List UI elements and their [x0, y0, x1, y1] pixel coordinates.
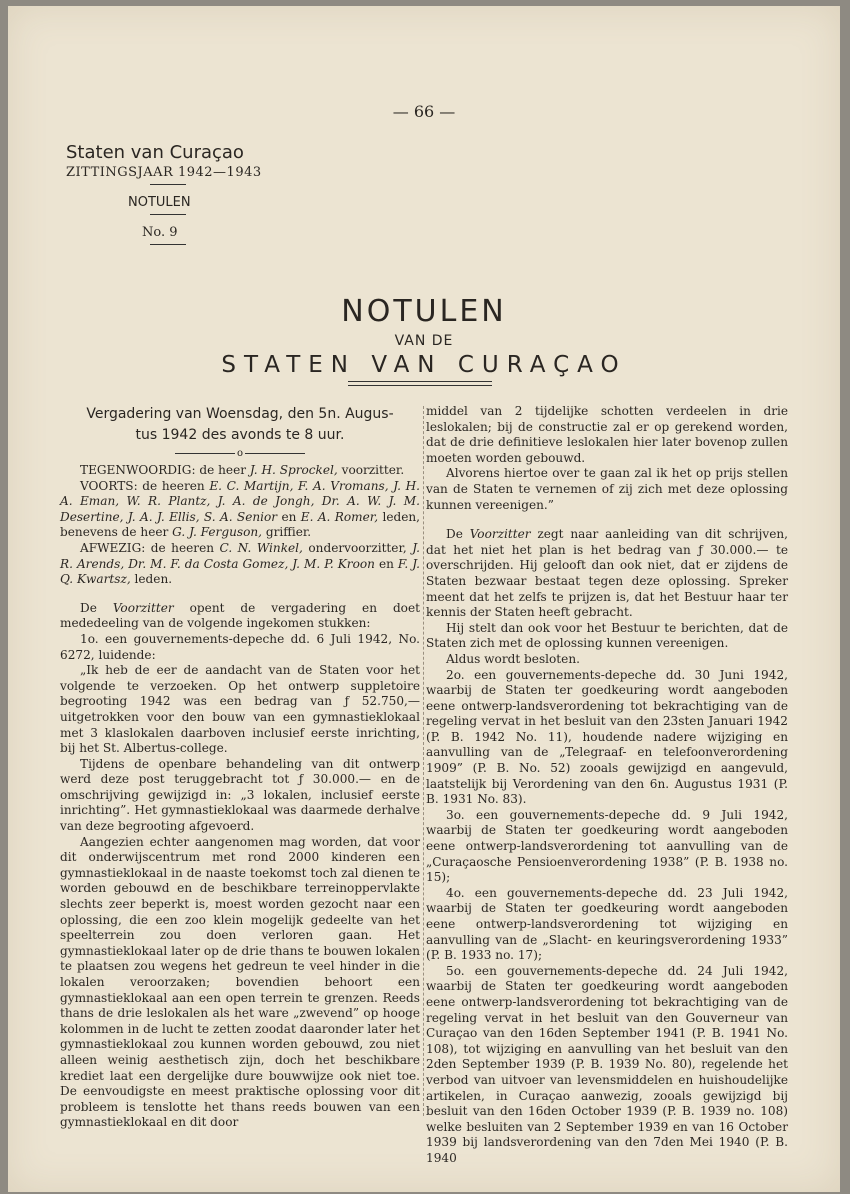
paragraph: Aldus wordt besloten. — [446, 651, 580, 666]
header-number: No. 9 — [142, 225, 178, 240]
meeting-heading — [60, 404, 420, 446]
document-page — [8, 6, 840, 1192]
paragraph: Alvorens hiertoe over te gaan zal ik het op prijs stellen van de Staten te vernemen of zij zich met deze oplossing kunnen vereenigen.” — [426, 466, 788, 512]
paragraph: Aangezien echter aangenomen mag worden, dat voor dit onderwijscentrum met rond 2000 kinderen een gymnastieklokaal in de naaste toekomst toch zal dienen te worden gebouwd en de beschikbare terreinoppervlakte slechts zeer beperkt is, moest worden gezocht naar een oplossing, die een zoo klein mogelijk gedeelte van het speelterrein zou doen verloren gaan. Het gymnastieklokaal later op de drie thans te bouwen lokalen te plaatsen zou wegens het gedreun te veel hinder in die lokalen veroorzaken; bovendien behoort een gymnastieklokaal aan een open terrein te grenzen. Reeds thans de drie leslokalen als het ware „zwevend” op hooge kolommen in de lucht te zetten zoodat daaronder later het gymnastieklokaal zou kunnen worden gebouwd, zou niet alleen weinig aesthetisch zijn, doch het beschikbare krediet laat een dergelijke dure bouwwijze ook niet toe. De eenvoudigste en meest praktische oplossing voor dit probleem is tenslotte het thans reeds bouwen van een gymnastieklokaal en dit door — [60, 834, 420, 1130]
column-divider — [423, 406, 424, 1116]
title-rule — [348, 381, 492, 382]
title-rule — [348, 385, 492, 386]
paragraph: Hij stelt dan ook voor het Bestuur te berichten, dat de Staten zich met de oplossing kunnen vereenigen. — [426, 620, 788, 651]
page-number: — 66 — — [392, 102, 456, 121]
attendance-others: VOORTS: de heeren E. C. Martijn, F. A. Vromans, J. H. A. Eman, W. R. Plantz, J. A. de Jongh, Dr. A. W. J. M. Desertine, J. A. J. Ellis, S. A. Senior en E. A. Romer, leden, benevens de heer G. J. Ferguson, griffier. — [60, 478, 421, 540]
header-rule — [150, 214, 186, 215]
paragraph: 3o. een gouvernements-depeche dd. 9 Juli 1942, waarbij de Staten ter goedkeuring wordt aangeboden eene ontwerp-landsverordening tot aanvulling van de „Curaçaosche Pensioenverordening 1938” (P. B. 1938 no. 15); — [426, 807, 788, 885]
main-title: NOTULEN — [341, 294, 507, 329]
main-staten-title: STATEN VAN CURAÇAO — [221, 352, 627, 378]
attendance-absent: AFWEZIG: de heeren C. N. Winkel, ondervoorzitter, J. R. Arends, Dr. M. F. da Costa Gomez, J. M. P. Kroon en F. J. Q. Kwartsz, leden. — [60, 540, 420, 587]
header-notulen: NOTULEN — [128, 195, 191, 210]
paragraph: „Ik heb de eer de aandacht van de Staten voor het volgende te verzoeken. Op het ontwerp suppletoire begrooting 1942 was een bedrag van ƒ 52.750,— uitgetrokken voor den bouw van een gymnastieklokaal met 3 klaslokalen daarboven inclusief eerste inrichting, bij het St. Albertus-college. — [60, 663, 420, 756]
main-subtitle: VAN DE — [394, 333, 454, 349]
separator: o — [60, 448, 420, 460]
meeting-line-2: tus 1942 des avonds te 8 uur. — [135, 427, 345, 443]
paragraph: 1o. een gouvernements-depeche dd. 6 Juli 1942, No. 6272, luidende: — [60, 631, 420, 662]
header-rule — [150, 184, 186, 185]
document-header — [66, 142, 262, 245]
paragraph: 4o. een gouvernements-depeche dd. 23 Juli 1942, waarbij de Staten ter goedkeuring wordt aangeboden eene ontwerp-landsverordening tot wijziging en aanvulling van de „Slacht- en keuringsverordening 1933” (P. B. 1933 no. 17); — [426, 885, 788, 963]
header-title: Staten van Curaçao — [66, 142, 244, 163]
paragraph: 2o. een gouvernements-depeche dd. 30 Juni 1942, waarbij de Staten ter goedkeuring wordt aangeboden eene ontwerp-landsverordening tot bekrachtiging van de regeling vervat in het besluit van den 23sten Januari 1942 (P. B. 1942 No. 11), houdende nadere wijziging en aanvulling van de „Telegraaf- en telefoonverordening 1909” (P. B. No. 52) zooals gewijzigd en aangevuld, laatstelijk bij Verordening van den 6n. Augustus 1931 (P. B. 1931 No. 83). — [426, 667, 788, 807]
paragraph: De Voorzitter opent de vergadering en doet mededeeling van de volgende ingekomen stukken: — [60, 600, 420, 631]
paragraph: Tijdens de openbare behandeling van dit ontwerp werd deze post teruggebracht tot ƒ 30.000.— en de omschrijving gewijzigd in: „3 lokalen, inclusief eerste inrichting”. Het gymnastieklokaal was daarmede derhalve van deze begrooting afgevoerd. — [60, 756, 420, 834]
meeting-line-1: Vergadering van Woensdag, den 5n. Augus- — [86, 406, 394, 422]
left-column — [60, 404, 420, 1131]
attendance-present: TEGENWOORDIG: de heer J. H. Sprockel, voorzitter. — [80, 463, 405, 477]
paragraph: De Voorzitter zegt naar aanleiding van dit schrijven, dat het niet het plan is het bedrag van ƒ 30.000.— te overschrijden. Hij gelooft dan ook niet, dat er zijdens de Staten bezwaar bestaat tegen deze oplossing. Spreker meent dat het zelfs te prijzen is, dat het Bestuur haar ter kennis der Staten heeft gebracht. — [426, 527, 788, 620]
paragraph: 5o. een gouvernements-depeche dd. 24 Juli 1942, waarbij de Staten ter goedkeuring wordt aangeboden eene ontwerp-landsverordening tot bekrachtiging van de regeling vervat in het besluit van den Gouverneur van Curaçao van den 16den September 1941 (P. B. 1941 No. 108), tot wijziging en aanvulling van het besluit van den 2den September 1939 (P. B. 1939 No. 80), regelende het verbod van uitvoer van levensmiddelen en huishoudelijke artikelen, in Curaçao aanwezig, zooals gewijzigd bij besluit van den 16den October 1939 (P. B. 1939 no. 108) welke besluiten van 2 September 1939 en van 16 October 1939 bij landsverordening van den 7den Mei 1940 (P. B. 1940 — [426, 963, 788, 1165]
header-rule — [150, 244, 186, 245]
right-column — [426, 404, 788, 1167]
header-session: ZITTINGSJAAR 1942—1943 — [66, 165, 262, 180]
paragraph: middel van 2 tijdelijke schotten verdeelen in drie leslokalen; bij de constructie zal er op gerekend worden, dat de drie definitieve leslokalen hier later bovenop zullen moeten worden gebouwd. — [426, 404, 788, 465]
